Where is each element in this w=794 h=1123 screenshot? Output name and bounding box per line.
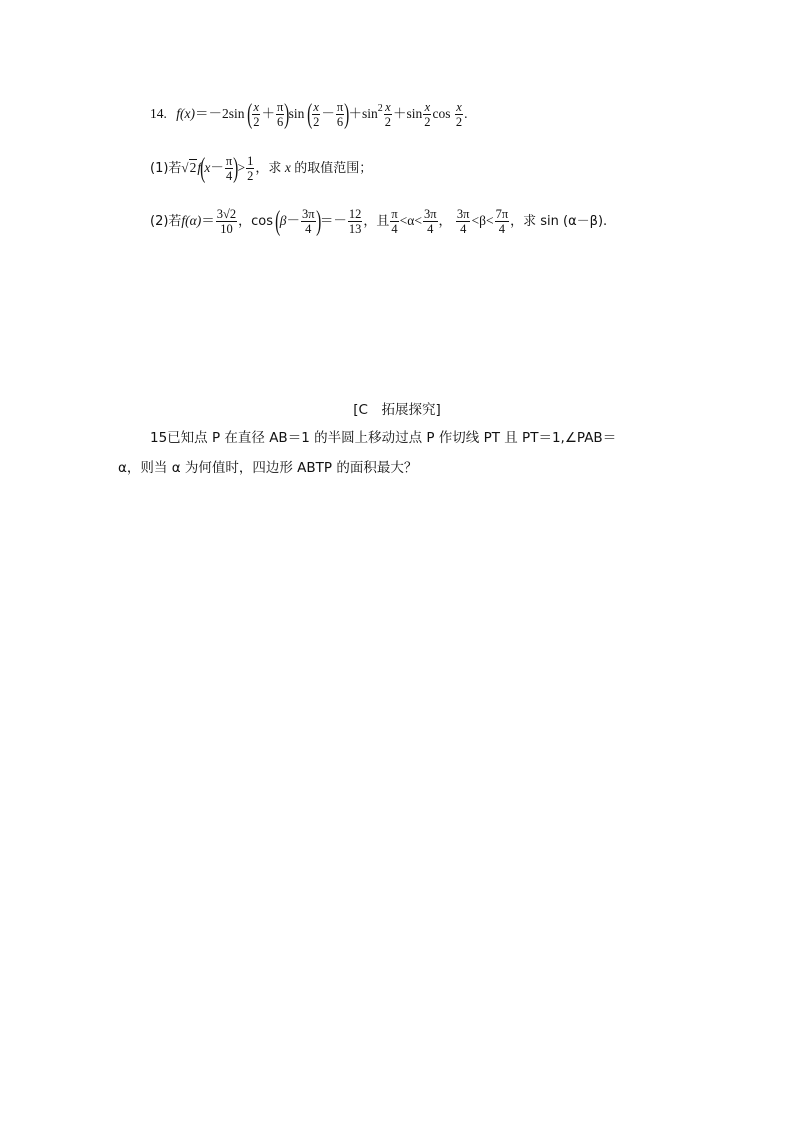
fraction: $\frac{3\pi}{4}$: [423, 207, 437, 237]
right-paren: ): [315, 205, 321, 237]
fraction: $\frac{\pi}{6}$: [276, 100, 284, 130]
fraction: $\frac{\pi}{6}$: [336, 100, 344, 130]
fraction: $\frac{3\pi}{4}$: [456, 207, 470, 237]
fraction: $\frac{x}{2}$: [384, 100, 391, 130]
square-root: √2: [181, 159, 197, 175]
problem-14-part-2: (2)若f(α)＝ $\frac{3√2}{10}$ ，cos (β－ $\frac{3\pi}{4}$ )＝－ $\frac{12}{13}$ ，且 $\frac{\pi}{4}$ <α< $\frac{3\pi}{4}$ ， $\frac{3\pi}{4}$ <β< $\frac{7\pi}{4}$ ，求 sin (α－β).: [150, 205, 608, 237]
equals-text: ＝－2sin: [194, 105, 245, 121]
problem-14-part-1: (1)若√2f(x－ $\frac{\pi}{4}$ )> $\frac{1}{2}$ ，求 x 的取值范围；: [150, 152, 373, 184]
right-paren: ): [344, 98, 350, 130]
fraction: $\frac{3\pi}{4}$: [301, 207, 315, 237]
problem-15-line-2: α，则当 α 为何值时，四边形 ABTP 的面积最大？: [118, 460, 418, 476]
fraction: $\frac{3√2}{10}$: [216, 207, 237, 237]
right-paren: ): [233, 152, 239, 184]
left-paren: (: [200, 152, 206, 184]
fraction: $\frac{x}{2}$: [253, 100, 260, 130]
problem-15-line-1: 15已知点 P 在直径 AB＝1 的半圆上移动过点 P 作切线 PT 且 PT＝1,∠PAB＝: [150, 430, 617, 446]
problem-14-function: 14. f(x)＝－2sin ( $\frac{x}{2}$ ＋ $\frac{\pi}{6}$ )sin ( $\frac{x}{2}$ － $\frac{\pi}{6}$ )$+\sin^2$ $\frac{x}{2}$ ＋sin $\frac{x}{2}$ cos $\frac{x}{2}$ .: [150, 98, 468, 130]
function-name: f(x): [176, 105, 195, 121]
right-paren: ): [284, 98, 290, 130]
fraction: $\frac{7\pi}{4}$: [495, 207, 509, 237]
problem-number: 14.: [150, 105, 167, 121]
left-paren: (: [275, 205, 281, 237]
fraction: $\frac{x}{2}$: [455, 100, 463, 130]
left-paren: (: [306, 98, 312, 130]
section-heading: [C 拓展探究]: [353, 402, 441, 418]
fraction: $\frac{12}{13}$: [348, 207, 362, 237]
left-paren: (: [246, 98, 253, 130]
fraction: $\frac{\pi}{4}$: [225, 154, 233, 184]
fraction: $\frac{x}{2}$: [313, 100, 320, 130]
fraction: $\frac{1}{2}$: [247, 154, 254, 184]
fraction: $\frac{\pi}{4}$: [391, 207, 398, 237]
fraction: $\frac{x}{2}$: [424, 100, 431, 130]
problem-15: [118, 423, 678, 483]
